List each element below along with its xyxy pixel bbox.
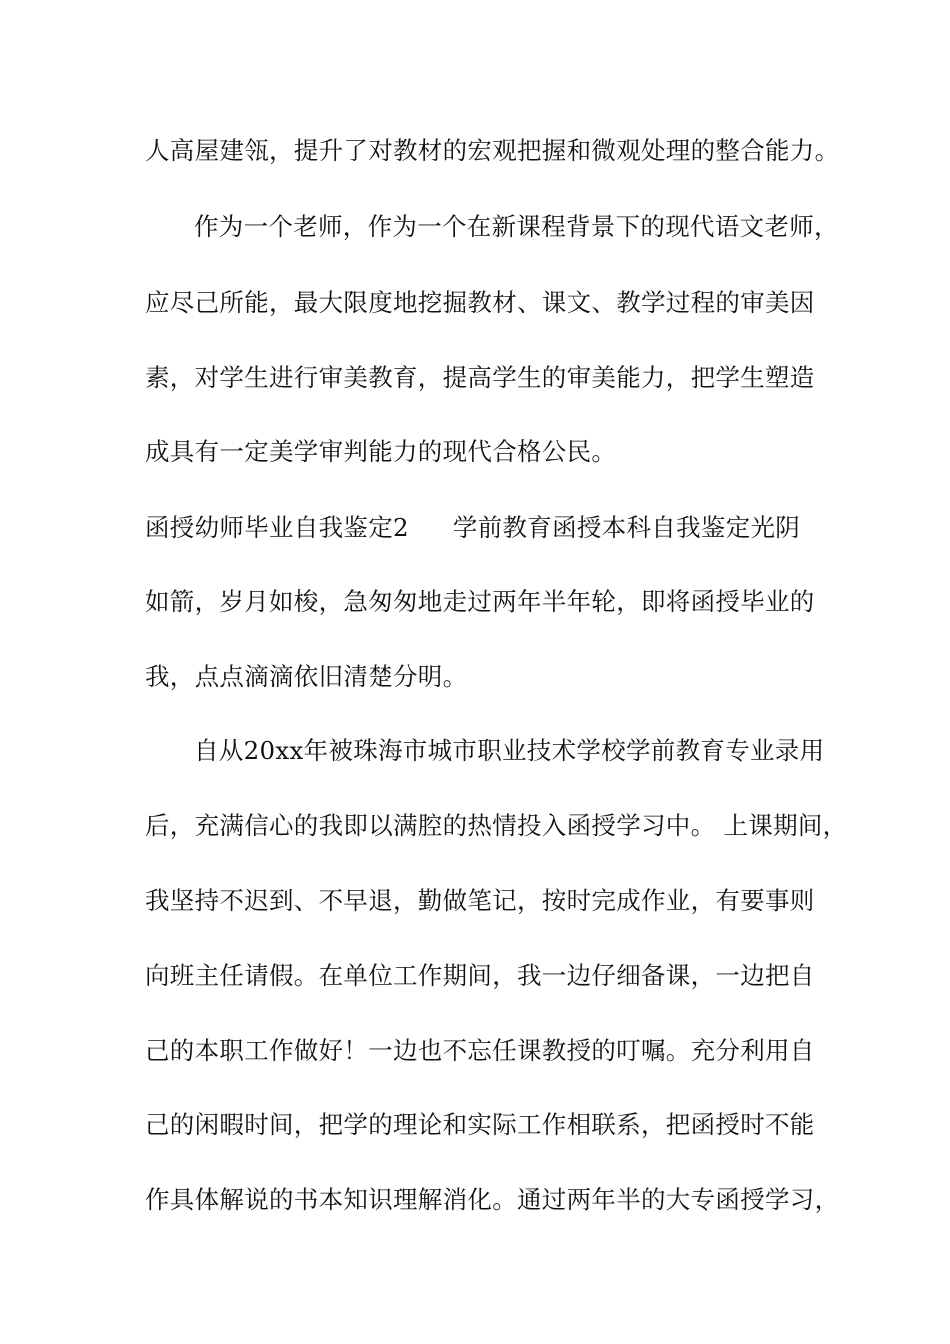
text-line-8: 我，点点滴滴依旧清楚分明。 — [145, 662, 468, 691]
text-line-14: 己的闲暇时间，把学的理论和实际工作相联系，把函授时不能 — [145, 1110, 815, 1139]
text-line-11: 我坚持不迟到、不早退，勤做笔记，按时完成作业，有要事则 — [145, 886, 815, 915]
text-line-12: 向班主任请假。在单位工作期间，我一边仔细备课，一边把自 — [145, 961, 815, 990]
text-line-5: 成具有一定美学审判能力的现代合格公民。 — [145, 437, 617, 466]
text-line-10: 后，充满信心的我即以满腔的热情投入函授学习中。 上课期间， — [145, 811, 848, 840]
section-heading-continuation: 学前教育函授本科自我鉴定光阴 — [452, 513, 801, 542]
text-line-15: 作具体解说的书本知识理解消化。通过两年半的大专函授学习， — [145, 1185, 840, 1214]
section-heading: 函授幼师毕业自我鉴定2 — [145, 513, 409, 542]
section-heading-line — [145, 508, 835, 548]
text-line-7: 如箭，岁月如梭，急匆匆地走过两年半年轮，即将函授毕业的 — [145, 587, 815, 616]
text-line-4: 素，对学生进行审美教育，提高学生的审美能力，把学生塑造 — [145, 363, 815, 392]
paragraph-start-line-2: 自从20xx年被珠海市城市职业技术学校学前教育专业录用 — [194, 736, 825, 765]
paragraph-start-line: 作为一个老师，作为一个在新课程背景下的现代语文老师， — [194, 212, 839, 241]
text-line-13: 己的本职工作做好！一边也不忘任课教授的叮嘱。充分利用自 — [145, 1036, 815, 1065]
text-line-1: 人高屋建瓴，提升了对教材的宏观把握和微观处理的整合能力。 — [145, 136, 840, 165]
text-line-3: 应尽己所能，最大限度地挖掘教材、课文、教学过程的审美因 — [145, 288, 815, 317]
